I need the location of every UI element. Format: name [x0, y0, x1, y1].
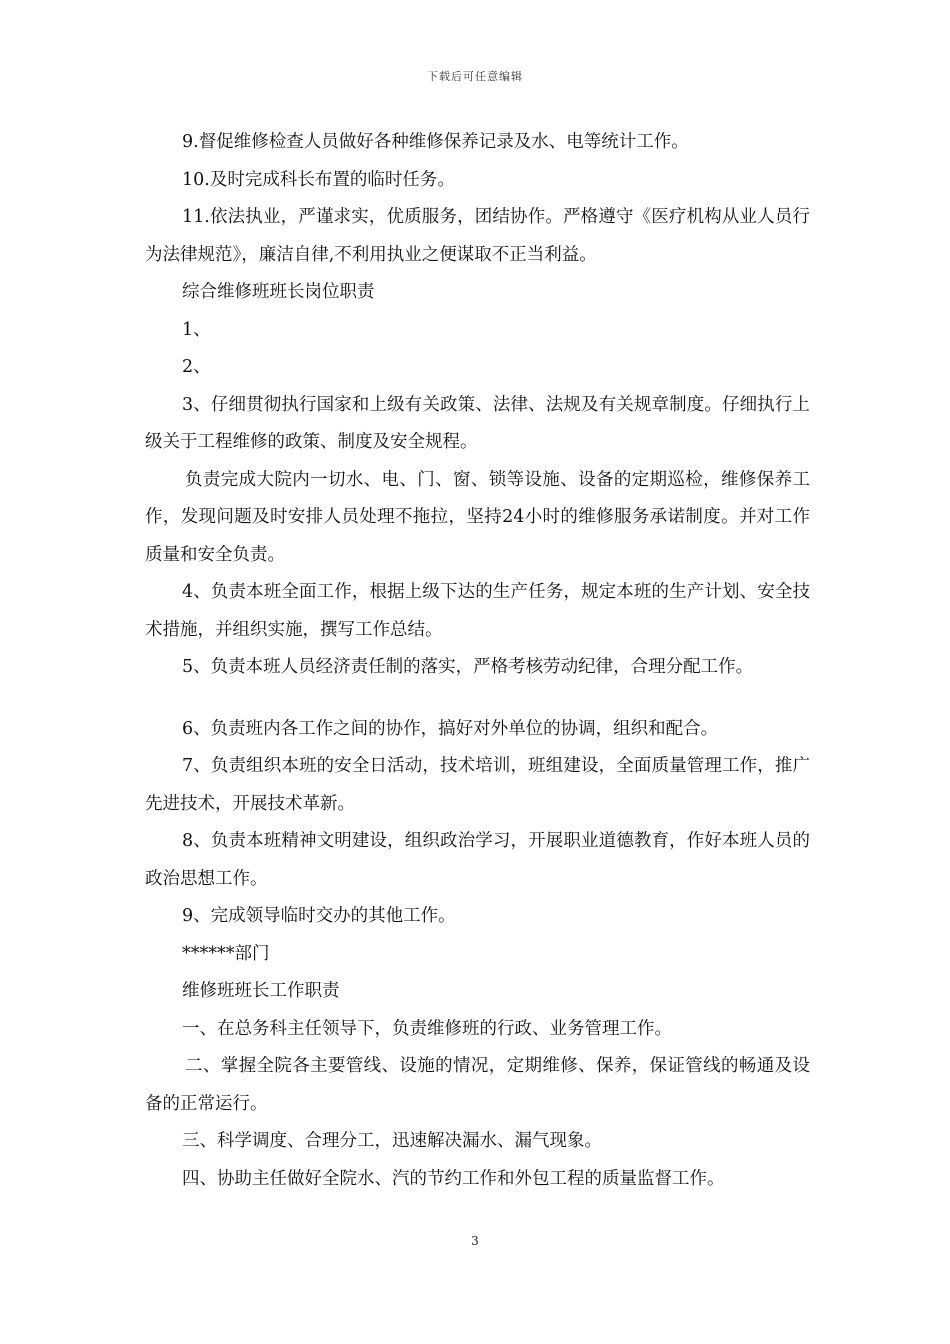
list-item-5: 5、负责本班人员经济责任制的落实，严格考核劳动纪律，合理分配工作。 [182, 657, 754, 677]
page-number: 3 [471, 1234, 479, 1248]
paragraph-inspection: 负责完成大院内一切水、电、门、窗、锁等设施、设备的定期巡检，维修保养工作，发现问题及时安排人员处理不拖拉，坚持24小时的维修服务承诺制度。并对工作质量和安全负责。 [145, 469, 810, 565]
paragraph-gap [145, 687, 810, 711]
page-header: 下载后可任意编辑 [427, 70, 523, 83]
list-item-4: 4、负责本班全面工作，根据上级下达的生产任务，规定本班的生产计划、安全技术措施，并组织实施，撰写工作总结。 [145, 582, 810, 640]
section-title-duties: 维修班班长工作职责 [182, 981, 340, 1001]
list-item-3: 3、仔细贯彻执行国家和上级有关政策、法律、法规及有关规章制度。仔细执行上级关于工程维修的政策、制度及安全规程。 [145, 394, 810, 452]
list-item-8: 8、负责本班精神文明建设，组织政治学习，开展职业道德教育，作好本班人员的政治思想工作。 [145, 831, 810, 889]
list-item-7: 7、负责组织本班的安全日活动，技术培训，班组建设，全面质量管理工作，推广先进技术，开展技术革新。 [145, 756, 810, 814]
paragraph-item-9: 9.督促维修检查人员做好各种维修保养记录及水、电等统计工作。 [182, 132, 689, 152]
document-body [145, 124, 810, 1198]
department-label: ******部门 [182, 943, 270, 964]
duty-item-4: 四、协助主任做好全院水、汽的节约工作和外包工程的质量监督工作。 [182, 1168, 725, 1189]
paragraph-item-10: 10.及时完成科长布置的临时任务。 [182, 169, 455, 190]
duty-item-1: 一、在总务科主任领导下，负责维修班的行政、业务管理工作。 [182, 1018, 672, 1039]
duty-item-3: 三、科学调度、合理分工，迅速解决漏水、漏气现象。 [182, 1131, 602, 1151]
list-item-2: 2、 [182, 357, 211, 377]
paragraph-item-11: 11.依法执业，严谨求实，优质服务，团结协作。严格遵守《医疗机构从业人员行为法律规范》，廉洁自律,不利用执业之便谋取不正当利益。 [145, 207, 810, 265]
section-title-team-leader: 综合维修班班长岗位职责 [182, 282, 375, 302]
list-item-1: 1、 [182, 319, 211, 340]
list-item-9: 9、完成领导临时交办的其他工作。 [182, 906, 456, 926]
list-item-6: 6、负责班内各工作之间的协作，搞好对外单位的协调，组织和配合。 [182, 718, 719, 739]
duty-item-2: 二、掌握全院各主要管线、设施的情况，定期维修、保养，保证管线的畅通及设备的正常运行。 [145, 1056, 810, 1114]
